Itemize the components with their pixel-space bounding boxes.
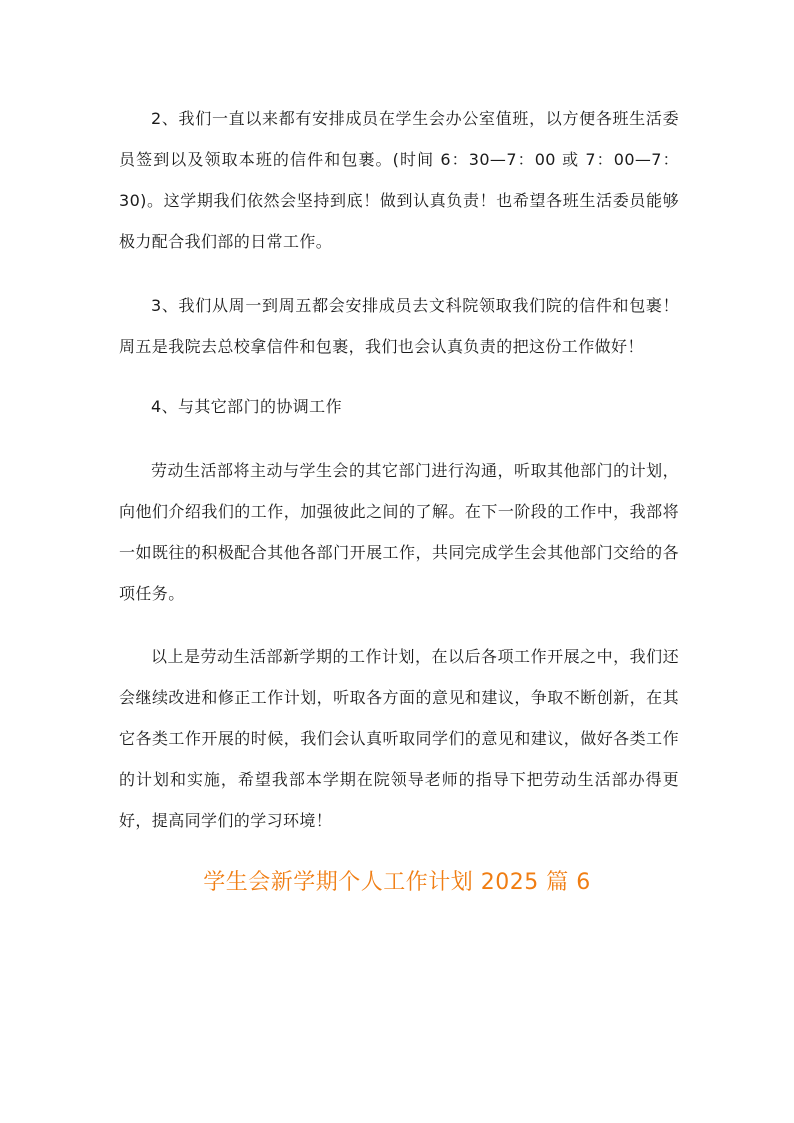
paragraph-conclusion: 以上是劳动生活部新学期的工作计划，在以后各项工作开展之中，我们还会继续改进和修正工作计划，听取各方面的意见和建议，争取不断创新，在其它各类工作开展的时候，我们会认真听取同学们的意见和建议，做好各类工作的计划和实施，希望我部本学期在院领导老师的指导下把劳动生活部办得更好，提高同学们的学习环境！ [119,647,679,830]
paragraph-coordination: 劳动生活部将主动与学生会的其它部门进行沟通，听取其他部门的计划，向他们介绍我们的工作，加强彼此之间的了解。在下一阶段的工作中，我部将一如既往的积极配合其他各部门开展工作，共同完成学生会其他部门交给的各项任务。 [119,461,679,603]
paragraph-item-2: 2、我们一直以来都有安排成员在学生会办公室值班，以方便各班生活委员签到以及领取本班的信件和包裹。(时间 6：30—7：00 或 7：00—7：30)。这学期我们依然会坚持到底！做到认真负责！也希望各班生活委员能够极力配合我们部的日常工作。 [119,109,679,251]
section-heading: 学生会新学期个人工作计划 2025 篇 6 [203,870,591,895]
paragraph-item-4-title: 4、与其它部门的协调工作 [151,397,342,416]
paragraph-item-3: 3、我们从周一到周五都会安排成员去文科院领取我们院的信件和包裹！周五是我院去总校拿信件和包裹，我们也会认真负责的把这份工作做好！ [119,296,679,356]
